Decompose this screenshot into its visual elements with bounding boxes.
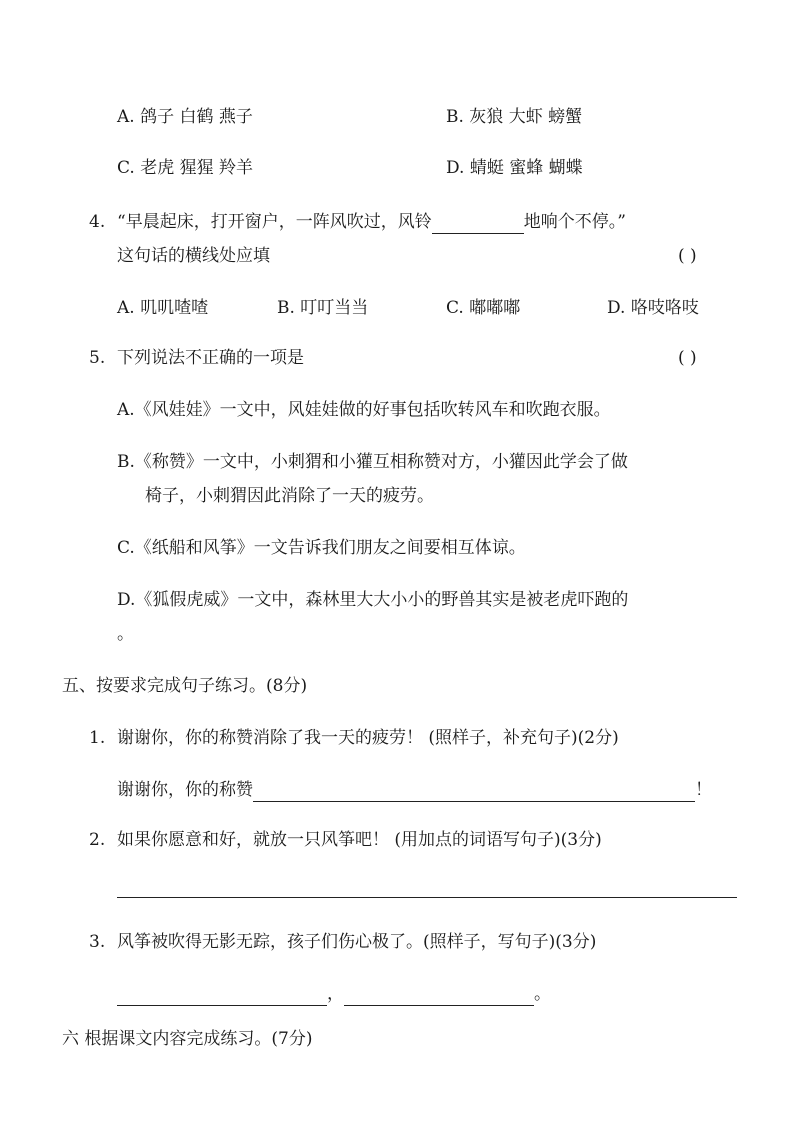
s5-q1-number: 1. <box>89 728 106 748</box>
q5-answer-paren[interactable]: ( ) <box>678 348 697 368</box>
s5-q1-answer <box>117 778 712 802</box>
s5-q1-text: 谢谢你，你的称赞消除了我一天的疲劳！ (照样子，补充句子)(2分) <box>117 728 619 748</box>
q5-option-d-line2: 。 <box>117 624 134 644</box>
q3-option-d: D. 蜻蜓 蜜蜂 蝴蝶 <box>446 158 583 178</box>
q4-stem-line2: 这句话的横线处应填 <box>117 246 270 266</box>
q3-option-c: C. 老虎 猩猩 羚羊 <box>117 158 254 178</box>
q5-stem: 下列说法不正确的一项是 <box>117 348 304 368</box>
s5-q1-answer-suffix: ！ <box>695 780 712 800</box>
s5-q3-period: 。 <box>534 984 551 1004</box>
q3-option-b: B. 灰狼 大虾 螃蟹 <box>446 107 583 127</box>
q5-option-b-line2: 椅子，小刺猬因此消除了一天的疲劳。 <box>145 486 434 506</box>
s5-q3-answer <box>117 982 551 1006</box>
q4-option-a: A. 叽叽喳喳 <box>117 298 209 318</box>
s5-q2-answer-line[interactable] <box>117 897 737 898</box>
section6-title: 六 根据课文内容完成练习。(7分) <box>62 1029 313 1049</box>
q4-answer-blank[interactable] <box>432 215 524 234</box>
s5-q2-number: 2. <box>89 830 106 850</box>
q4-stem-start: “早晨起床，打开窗户，一阵风吹过，风铃 <box>117 212 432 232</box>
q5-option-d-line1: D.《狐假虎威》一文中，森林里大大小小的野兽其实是被老虎吓跑的 <box>117 590 629 610</box>
q5-option-b-line1: B.《称赞》一文中，小刺猬和小獾互相称赞对方，小獾因此学会了做 <box>117 452 628 472</box>
section5-title: 五、按要求完成句子练习。(8分) <box>62 676 308 696</box>
s5-q1-answer-prefix: 谢谢你，你的称赞 <box>117 780 253 800</box>
s5-q2-text: 如果你愿意和好，就放一只风筝吧！ (用加点的词语写句子)(3分) <box>117 830 602 850</box>
q3-option-a: A. 鸽子 白鹤 燕子 <box>117 107 253 127</box>
s5-q1-answer-blank[interactable] <box>253 783 695 802</box>
q4-stem-end: 地响个不停。” <box>523 212 626 232</box>
q4-option-c: C. 嘟嘟嘟 <box>446 298 521 318</box>
s5-q3-comma: ， <box>327 984 344 1004</box>
q5-option-a: A.《风娃娃》一文中，风娃娃做的好事包括吹转风车和吹跑衣服。 <box>117 400 611 420</box>
q4-option-b: B. 叮叮当当 <box>277 298 369 318</box>
s5-q3-text: 风筝被吹得无影无踪，孩子们伤心极了。(照样子，写句子)(3分) <box>117 932 597 952</box>
s5-q3-answer-blank-1[interactable] <box>117 987 327 1006</box>
q4-answer-paren[interactable]: ( ) <box>678 246 697 266</box>
s5-q3-answer-blank-2[interactable] <box>344 987 534 1006</box>
q4-number: 4. <box>89 212 106 232</box>
q4-option-d: D. 咯吱咯吱 <box>607 298 699 318</box>
q4-stem-line1 <box>117 210 626 234</box>
q5-option-c: C.《纸船和风筝》一文告诉我们朋友之间要相互体谅。 <box>117 538 526 558</box>
s5-q3-number: 3. <box>89 932 106 952</box>
q5-number: 5. <box>89 348 106 368</box>
